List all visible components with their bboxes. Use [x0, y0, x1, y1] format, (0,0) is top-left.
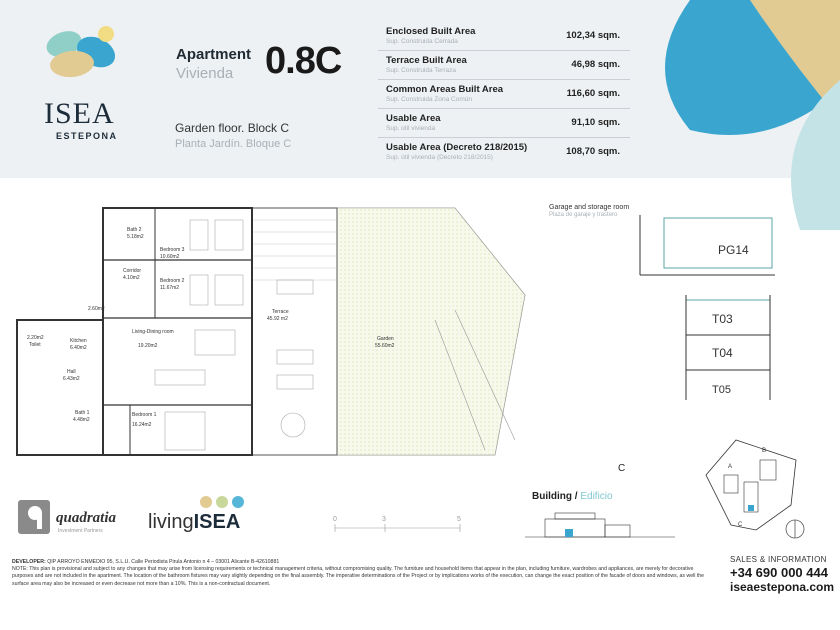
area-label: Enclosed Built Area [386, 26, 476, 37]
garage-title: Garage and storage room [549, 204, 630, 211]
area-label: Terrace Built Area [386, 55, 467, 66]
scale-tick: 5 [457, 516, 461, 523]
garage-space-label: PG14 [718, 243, 749, 257]
area-row [378, 22, 630, 51]
room-name: Hall [67, 369, 76, 375]
room-area: 10.60m2 [160, 254, 180, 260]
room-area: 16.24m2 [132, 422, 152, 428]
sales-contact [730, 555, 834, 594]
sales-website-link[interactable]: iseaestepona.com [730, 580, 835, 594]
storage-room-label: T05 [712, 384, 731, 396]
scale-tick: 3 [382, 516, 386, 523]
area-sublabel: Sup. Construida Cerrada [386, 38, 458, 45]
sales-phone-link[interactable]: +34 690 000 444 [730, 565, 828, 580]
garage-title-es: Plaza de garaje y trastero [549, 212, 618, 218]
room-name: Bedroom 3 [160, 247, 185, 253]
keymap-label: C [738, 522, 743, 528]
building-label-separator: / [574, 491, 578, 502]
room-name: Bath 1 [75, 410, 90, 416]
scale-tick: 0 [333, 516, 337, 523]
room-area: 6.40m2 [70, 345, 87, 351]
quadratia-mark-icon [18, 500, 50, 534]
isea-logo[interactable] [30, 22, 140, 141]
area-label: Usable Area (Decreto 218/2015) [386, 142, 528, 153]
room-name: Kitchen [70, 338, 87, 344]
decorative-petals [650, 0, 840, 230]
quadratia-subtitle: Investment Partners [58, 528, 103, 534]
area-row [378, 109, 630, 138]
legal-note: NOTE: This plan is provisional and subject to any changes that may arise from licensing requirements or technical management criteria, without compromising quality. The furniture and household items that appear in the plan, including furniture, wardrobes and appliances, are merely for decorative purposes and are not included in the apartment. The location of the bathroom fixtures may vary slightly depending on the final assembly. The imperative determinations of the Project or by implications works of the execution, can change the exact position of the facade of doors and windows, as well the surface area may also be increased or even decrease not more than a 10%. This is a non-contractual document. [12, 566, 705, 587]
room-name: Toilet [29, 342, 41, 348]
room-area: 2.20m2 [27, 335, 44, 341]
room-area: 2.60m2 [88, 306, 105, 312]
keymap-label: A [728, 464, 733, 470]
room-name: Corridor [123, 268, 142, 274]
area-label: Usable Area [386, 113, 441, 124]
apartment-code: 0.8C [265, 40, 342, 82]
room-area: 19.20m2 [138, 343, 158, 349]
apartment-label-es: Vivienda [176, 65, 234, 82]
area-value: 46,98 sqm. [571, 59, 620, 70]
living-isea-dots-icon [198, 495, 258, 509]
building-elevation [525, 505, 675, 545]
area-row [378, 80, 630, 109]
sales-title: SALES & INFORMATION [730, 555, 827, 564]
room-area: 4.48m2 [73, 417, 90, 423]
room-name: Bedroom 1 [132, 412, 157, 418]
area-row [378, 138, 630, 167]
logo-wordmark: ISEA [44, 97, 115, 130]
room-name: Bath 2 [127, 227, 142, 233]
block-label: C [618, 463, 626, 474]
area-sublabel: Sup. Construida Zona Común [386, 96, 472, 103]
keymap-label: B [762, 448, 767, 454]
area-sublabel: Sup. Construida Terraza [386, 67, 456, 74]
floor-label-es: Planta Jardín. Bloque C [175, 138, 292, 150]
room-name: Bedroom 2 [160, 278, 185, 284]
legal-head: DEVELOPER: [12, 559, 46, 565]
room-name: Terrace [272, 309, 289, 315]
building-label-en: Building [532, 491, 572, 502]
storage-room-label: T04 [712, 346, 733, 360]
room-area: 45.92 m2 [267, 316, 288, 322]
room-area: 55.60m2 [375, 343, 395, 349]
floor-label: Garden floor. Block C [175, 121, 290, 135]
room-name: Living-Dining room [132, 329, 174, 335]
area-label: Common Areas Built Area [386, 84, 504, 95]
living-brand: ISEA [193, 511, 241, 533]
flower-logo-icon [34, 22, 134, 88]
area-sublabel: Sup. útil vivienda (Decreto 218/2015) [386, 154, 493, 161]
north-arrow-icon [784, 518, 806, 540]
living-prefix: living [148, 511, 194, 533]
quadratia-wordmark: quadratia [56, 510, 117, 526]
floor-plan [15, 200, 535, 480]
building-label [532, 491, 613, 502]
area-sublabel: Sup. útil vivienda [386, 125, 436, 132]
building-label-es: Edificio [580, 491, 613, 502]
room-area: 4.10m2 [123, 275, 140, 281]
area-value: 108,70 sqm. [566, 146, 620, 157]
area-value: 102,34 sqm. [566, 30, 620, 41]
storage-room-label: T03 [712, 312, 733, 326]
room-area: 6.43m2 [63, 376, 80, 382]
legal-developer: QIP ARROYO ENMEDIO 95, S.L.U. Calle Periodista Pirula Antonio n 4 – 03001 Alicante B-42610881 [47, 559, 280, 565]
scale-bar [330, 510, 470, 540]
storage-plan [540, 200, 780, 400]
room-area: 5.18m2 [127, 234, 144, 240]
room-area: 11.67m2 [160, 285, 180, 291]
area-value: 116,60 sqm. [566, 88, 620, 99]
area-row [378, 51, 630, 80]
room-name: Garden [377, 336, 394, 342]
logo-location: ESTEPONA [56, 131, 118, 141]
living-isea-wordmark [148, 511, 240, 534]
area-value: 91,10 sqm. [571, 117, 620, 128]
legal-notice [12, 559, 712, 588]
areas-table [378, 22, 630, 167]
apartment-label: Apartment [176, 46, 252, 63]
